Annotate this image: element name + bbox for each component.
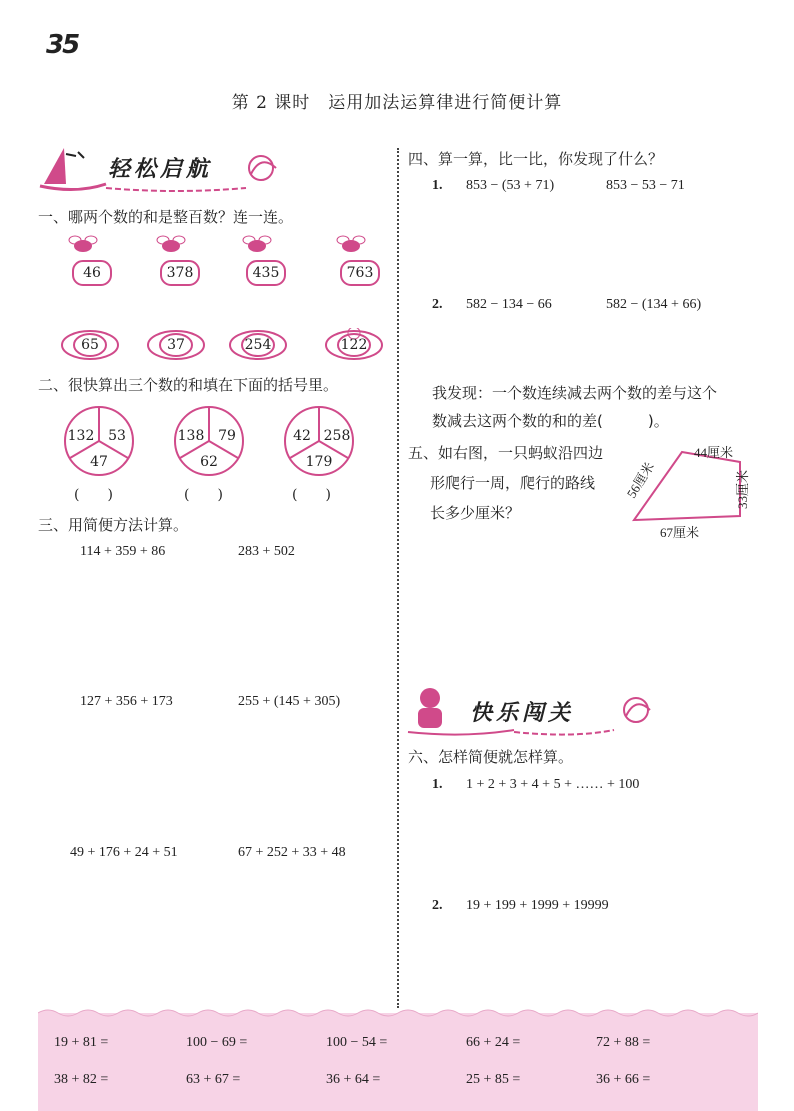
top-number-3[interactable]: 435 [246,260,286,286]
label-right-side: 33厘米 [735,469,751,510]
circle-2-c: 62 [200,454,218,470]
number-circle-1 [62,404,136,478]
top-number-2[interactable]: 378 [160,260,200,286]
oral-calc[interactable]: 36 + 64 = [326,1072,381,1087]
oral-calc[interactable]: 63 + 67 = [186,1072,241,1087]
q3-expr-2: 283 + 502 [238,544,295,559]
q3-expr-6: 67 + 252 + 33 + 48 [238,845,346,860]
q1-title: 一、哪两个数的和是整百数？连一连。 [38,208,294,226]
banner-left [36,144,286,194]
circle-2-a: 138 [177,428,205,444]
lesson-title: 第 2 课时 运用加法运算律进行简便计算 [231,93,563,113]
q4-title: 四、算一算，比一比，你发现了什么？ [408,150,664,168]
circle-3-b: 258 [323,428,351,444]
circle-1-c: 47 [90,454,108,470]
oral-calc[interactable]: 100 − 54 = [326,1035,388,1050]
q4-finding-line-2[interactable]: 数减去这两个数的和的差( )。 [432,412,669,430]
top-number-4[interactable]: 763 [340,260,380,286]
q4-item-2-expr-b: 582 − (134 + 66) [606,297,702,312]
oral-calc[interactable]: 36 + 66 = [596,1072,651,1087]
flower-1[interactable] [60,328,120,362]
bee-icon [326,234,376,258]
number-circle-2 [172,404,246,478]
q6-item-1-number: 1. [432,777,443,792]
bee-icon [146,234,196,258]
circle-3-a: 42 [293,428,311,444]
label-top-side: 44厘米 [694,445,734,460]
q5-line-3: 长多少厘米？ [430,504,521,522]
bee-icon [58,234,108,258]
oral-calc[interactable]: 25 + 85 = [466,1072,521,1087]
bottom-number-4: 122 [340,337,368,353]
flower-2[interactable] [146,328,206,362]
answer-blank-2[interactable]: ( ) [184,487,223,503]
oral-calc[interactable]: 100 − 69 = [186,1035,248,1050]
q6-item-2-expr: 19 + 199 + 1999 + 19999 [466,898,609,913]
q4-item-2-expr-a: 582 − 134 − 66 [466,297,552,312]
q4-item-1-expr-a: 853 − (53 + 71) [466,178,555,193]
q4-item-2-number: 2. [432,297,443,312]
q3-expr-3: 127 + 356 + 173 [80,694,173,709]
q3-expr-1: 114 + 359 + 86 [80,544,166,559]
oral-calc[interactable]: 38 + 82 = [54,1072,109,1087]
q3-expr-5: 49 + 176 + 24 + 51 [70,845,178,860]
q4-item-1-number: 1. [432,178,443,193]
q1-top-row [58,234,398,294]
bottom-number-1: 65 [81,337,99,353]
oral-calc[interactable]: 66 + 24 = [466,1035,521,1050]
circle-3-c: 179 [305,454,333,470]
q5-line-2: 形爬行一周，爬行的路线 [430,474,596,492]
number-circle-3 [282,404,356,478]
q3-title: 三、用简便方法计算。 [38,516,189,534]
q4-finding-line-1: 我发现：一个数连续减去两个数的差与这个 [432,384,718,402]
quadrilateral-diagram [623,440,766,544]
bottom-number-3: 254 [244,337,272,353]
oral-calculation-band [38,1013,758,1111]
label-left-side: 56厘米 [623,459,658,501]
banner-right [404,682,660,738]
circle-1-b: 53 [108,428,126,444]
q2-title: 二、很快算出三个数的和填在下面的括号里。 [38,376,339,394]
oral-calc[interactable]: 19 + 81 = [54,1035,109,1050]
oral-calc[interactable]: 72 + 88 = [596,1035,651,1050]
page-number: 35 [46,30,79,60]
q6-item-1-expr: 1 + 2 + 3 + 4 + 5 + …… + 100 [466,777,640,792]
flower-4[interactable] [324,328,384,362]
circle-2-b: 79 [218,428,236,444]
q6-title: 六、怎样简便就怎样算。 [408,748,574,766]
flower-3[interactable] [228,328,288,362]
bottom-number-2: 37 [167,337,185,353]
q3-expr-4: 255 + (145 + 305) [238,694,341,709]
scalloped-edge [38,1009,758,1017]
answer-blank-3[interactable]: ( ) [292,487,331,503]
q1-bottom-row [60,328,390,364]
bee-icon [232,234,282,258]
circle-1-a: 132 [67,428,95,444]
q6-item-2-number: 2. [432,898,443,913]
label-bottom-side: 67厘米 [660,525,700,540]
q5-line-1: 五、如右图，一只蚂蚁沿四边 [408,444,604,462]
q4-item-1-expr-b: 853 − 53 − 71 [606,178,685,193]
top-number-1[interactable]: 46 [72,260,112,286]
banner-right-title: 快乐闯关 [470,701,575,726]
banner-left-title: 轻松启航 [108,157,213,182]
answer-blank-1[interactable]: ( ) [74,487,113,503]
